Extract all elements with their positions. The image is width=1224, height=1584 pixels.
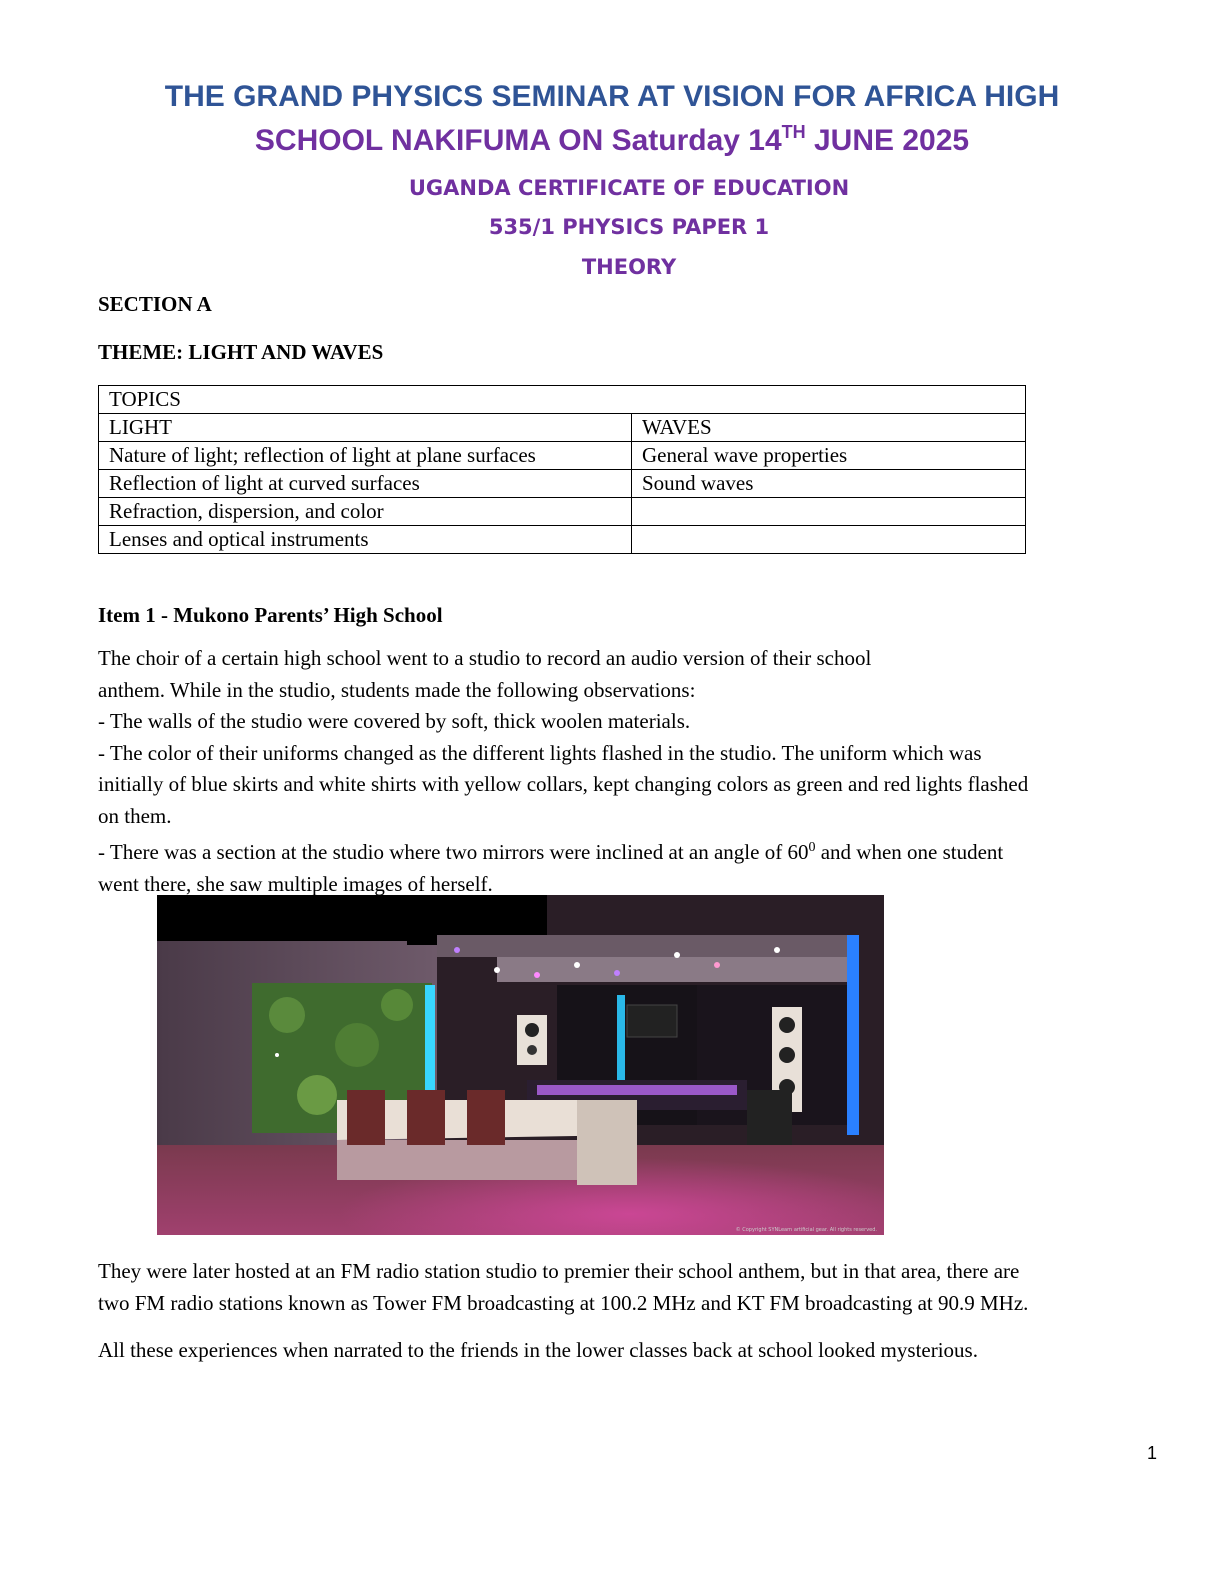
text-line: - There was a section at the studio where two mirrors were inclined at an angle of $60^0$ and when one student [98, 840, 1004, 864]
table-cell: Refraction, dispersion, and color [99, 498, 632, 526]
item-closing-text: All these experiences when narrated to the friends in the lower classes back at school looked mysterious. [98, 1338, 978, 1362]
studio-photo [157, 895, 884, 1235]
text-line: - The walls of the studio were covered by soft, thick woolen materials. [98, 709, 691, 733]
paper-heading: 535/1 PHYSICS PAPER 1 [488, 215, 770, 239]
text-line: The choir of a certain high school went to a studio to record an audio version of their school [98, 646, 872, 670]
photo-caption: © Copyright SYNLearn artificial gear. All rights reserved. [735, 1227, 877, 1233]
table-cell: LIGHT [99, 414, 632, 442]
table-row [99, 386, 1026, 414]
seminar-title-line1: THE GRAND PHYSICS SEMINAR AT VISION FOR AFRICA HIGH [164, 80, 1060, 113]
page-number: 1 [1147, 1443, 1158, 1463]
table-row [99, 498, 1026, 526]
table-cell: General wave properties [632, 442, 1026, 470]
table-cell: WAVES [632, 414, 1026, 442]
item-followup-text [98, 1256, 1158, 1319]
table-row [99, 414, 1026, 442]
item-title: Item 1 - Mukono Parents’ High School [98, 603, 443, 627]
table-cell: Lenses and optical instruments [99, 526, 632, 554]
text-line: on them. [98, 803, 172, 828]
text-line: - The color of their uniforms changed as the different lights flashed in the studio. The uniform which was [98, 740, 982, 765]
text-line: two FM radio stations known as Tower FM broadcasting at 100.2 MHz and KT FM broadcasting at 90.9 MHz. [98, 1290, 1029, 1315]
table-row [99, 526, 1026, 554]
exam-body-heading: UGANDA CERTIFICATE OF EDUCATION [408, 176, 850, 200]
table-cell: Sound waves [632, 470, 1026, 498]
paper-type-heading: THEORY [581, 255, 677, 279]
table-cell [632, 526, 1026, 554]
text-line: initially of blue skirts and white shirts with yellow collars, kept changing colors as green and red lights flashed [98, 772, 1029, 796]
table-header-cell: TOPICS [99, 386, 1026, 414]
table-row [99, 442, 1026, 470]
table-cell [632, 498, 1026, 526]
section-heading: SECTION A [98, 292, 212, 316]
theme-heading: THEME: LIGHT AND WAVES [98, 340, 384, 364]
text-line: went there, she saw multiple images of herself. [98, 871, 493, 896]
item-scenario-text [98, 643, 1158, 900]
seminar-title-line2: SCHOOL NAKIFUMA ON Saturday 14TH JUNE 2025 [254, 122, 970, 157]
table-cell: Nature of light; reflection of light at plane surfaces [99, 442, 632, 470]
topics-table [98, 385, 1026, 554]
table-cell: Reflection of light at curved surfaces [99, 470, 632, 498]
text-line: anthem. While in the studio, students made the following observations: [98, 677, 696, 702]
text-line: They were later hosted at an FM radio station studio to premier their school anthem, but in that area, there are [98, 1259, 1020, 1283]
table-row [99, 470, 1026, 498]
